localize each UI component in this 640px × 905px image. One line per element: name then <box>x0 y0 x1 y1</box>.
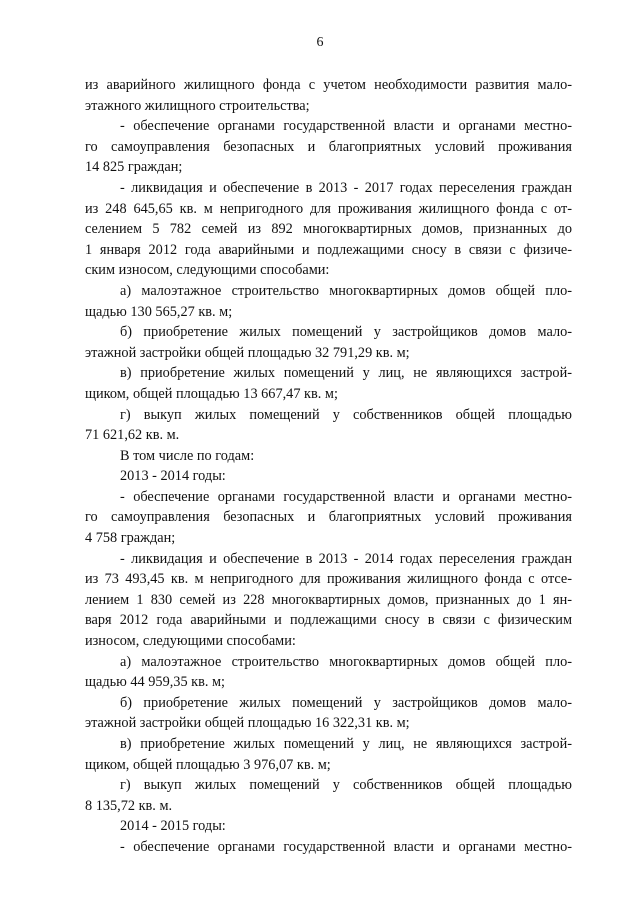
text-line: этажного жилищного строительства; <box>85 97 310 114</box>
text-line: 71 621,62 кв. м. <box>85 427 180 444</box>
text-line: износом, следующими способами: <box>85 633 296 650</box>
text-line: - обеспечение органами государственной власти и органами местно- <box>120 118 572 135</box>
text-line: 2013 - 2014 годы: <box>120 468 226 485</box>
text-line: этажной застройки общей площадью 16 322,31 кв. м; <box>85 715 410 732</box>
text-line: щадью 44 959,35 кв. м; <box>85 674 226 691</box>
text-line: г) выкуп жилых помещений у собственников общей площадью <box>120 406 572 423</box>
text-line: а) малоэтажное строительство многоквартирных домов общей пло- <box>120 653 572 670</box>
text-line: - обеспечение органами государственной власти и органами местно- <box>120 488 572 505</box>
text-line: го самоуправления безопасных и благоприятных условий проживания <box>85 138 572 155</box>
text-line: лением 1 830 семей из 228 многоквартирных домов, признанных до 1 ян- <box>85 591 572 608</box>
text-line: в) приобретение жилых помещений у лиц, не являющихся застрой- <box>120 736 572 752</box>
body-text <box>85 75 572 858</box>
text-line: - ликвидация и обеспечение в 2013 - 2014 годах переселения граждан <box>120 550 572 567</box>
text-line: этажной застройки общей площадью 32 791,29 кв. м; <box>85 344 410 361</box>
text-line: варя 2012 года аварийными и подлежащими сносу в связи с физическим <box>85 612 572 629</box>
text-line: 14 825 граждан; <box>85 159 183 176</box>
text-line: 2014 - 2015 годы: <box>120 818 226 835</box>
text-line: го самоуправления безопасных и благоприятных условий проживания <box>85 509 572 526</box>
text-line: - обеспечение органами государственной власти и органами местно- <box>120 838 572 855</box>
text-line: ским износом, следующими способами: <box>85 262 330 279</box>
text-line: б) приобретение жилых помещений у застройщиков домов мало- <box>120 694 572 711</box>
text-line: из аварийного жилищного фонда с учетом необходимости развития мало- <box>85 77 572 93</box>
text-line: 4 758 граждан; <box>85 530 176 547</box>
text-line: из 73 493,45 кв. м непригодного для проживания жилищного фонда с отсе- <box>85 571 572 588</box>
page-number: 6 <box>316 35 324 50</box>
text-line: щиком, общей площадью 13 667,47 кв. м; <box>85 385 338 402</box>
text-line: а) малоэтажное строительство многоквартирных домов общей пло- <box>120 282 572 299</box>
text-line: из 248 645,65 кв. м непригодного для проживания жилищного фонда с от- <box>85 200 572 217</box>
text-line: 8 135,72 кв. м. <box>85 797 173 814</box>
text-line: г) выкуп жилых помещений у собственников общей площадью <box>120 777 572 794</box>
text-line: б) приобретение жилых помещений у застройщиков домов мало- <box>120 324 572 341</box>
text-line: - ликвидация и обеспечение в 2013 - 2017 годах переселения граждан <box>120 179 572 196</box>
text-line: В том числе по годам: <box>120 447 255 464</box>
text-line: селением 5 782 семей из 892 многоквартирных домов, признанных до <box>85 221 572 238</box>
text-line: в) приобретение жилых помещений у лиц, не являющихся застрой- <box>120 365 572 382</box>
text-line: щадью 130 565,27 кв. м; <box>85 303 233 320</box>
text-line: 1 января 2012 года аварийными и подлежащими сносу в связи с физиче- <box>85 241 572 258</box>
text-line: щиком, общей площадью 3 976,07 кв. м; <box>85 756 331 773</box>
